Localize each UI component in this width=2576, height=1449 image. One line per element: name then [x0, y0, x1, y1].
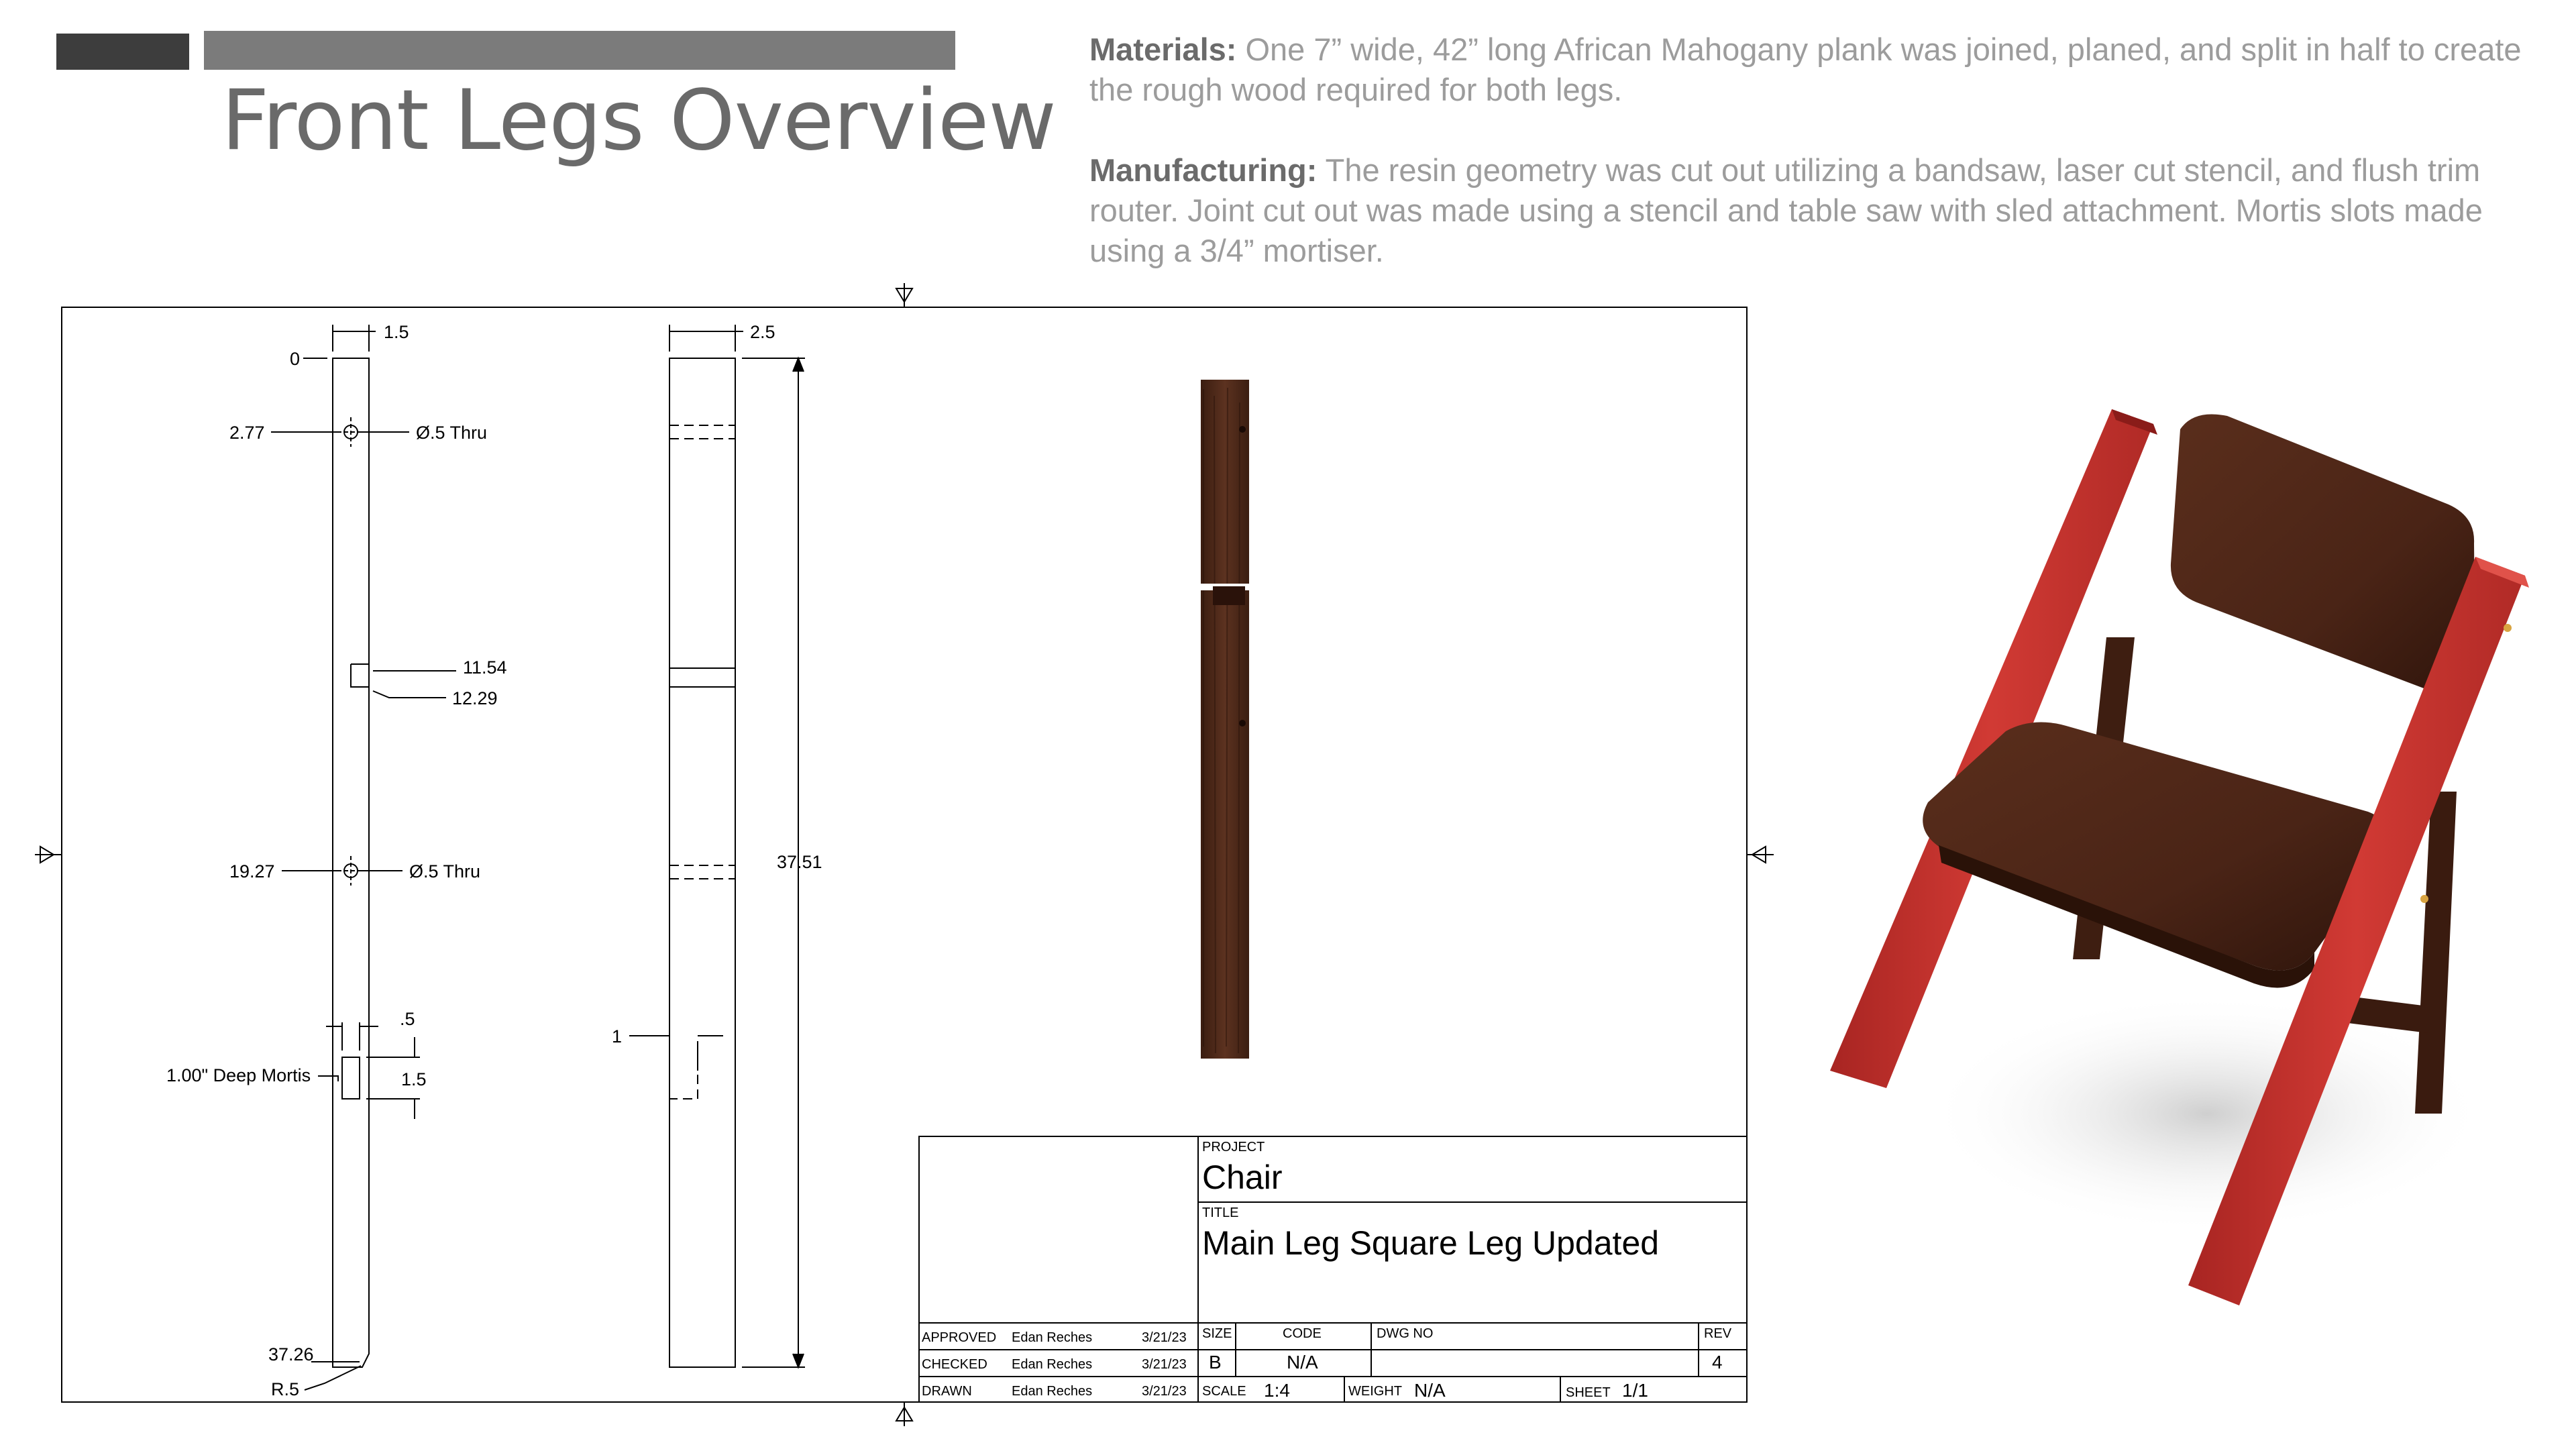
drawn-by: Edan Reches: [1012, 1384, 1093, 1399]
materials-label: Materials:: [1089, 32, 1237, 67]
code-value: N/A: [1287, 1352, 1318, 1373]
leg-render-notch: [1213, 586, 1245, 605]
dim-notch-bottom: 12.29: [452, 688, 498, 708]
dim-hole2-pos: 19.27: [229, 861, 275, 881]
manufacturing-label: Manufacturing:: [1089, 152, 1318, 188]
leg-render-body: [1201, 380, 1249, 1059]
side-view-labels: [612, 322, 822, 1046]
weight-value: N/A: [1414, 1380, 1446, 1401]
size-value: B: [1209, 1352, 1222, 1373]
dim-hole1-pos: 2.77: [229, 423, 265, 443]
checked-date: 3/21/23: [1142, 1357, 1187, 1372]
dwg-label: DWG NO: [1377, 1326, 1434, 1341]
dim-mortis-width: .5: [400, 1009, 415, 1029]
code-label: CODE: [1283, 1326, 1322, 1341]
approved-by: Edan Reches: [1012, 1330, 1093, 1345]
project-value: Chair: [1202, 1159, 1283, 1196]
approved-label: APPROVED: [922, 1330, 997, 1345]
dim-mortis-depth: 1: [612, 1026, 623, 1046]
size-label: SIZE: [1202, 1326, 1232, 1341]
checked-label: CHECKED: [922, 1357, 987, 1372]
dim-mortis-length: 1.5: [401, 1069, 427, 1089]
front-view-labels: [166, 322, 507, 1399]
side-view-outline: [669, 358, 735, 1367]
hole1-note: Ø.5 Thru: [416, 423, 488, 443]
scale-label: SCALE: [1202, 1384, 1246, 1399]
project-label: PROJECT: [1202, 1140, 1265, 1155]
mortis-slot: [342, 1057, 360, 1099]
weight-label: WEIGHT: [1348, 1384, 1402, 1399]
hole2-note: Ø.5 Thru: [409, 861, 481, 881]
checked-by: Edan Reches: [1012, 1357, 1093, 1372]
sheet-label: SHEET: [1566, 1385, 1611, 1400]
dim-radius: R.5: [271, 1379, 300, 1399]
scale-value: 1:4: [1264, 1380, 1290, 1401]
dim-side-width: 2.5: [750, 322, 775, 342]
notch: [351, 664, 369, 687]
manufacturing-text: The resin geometry was cut out utilizing a bandsaw, laser cut stencil, and flush trim router. Joint cut out was made using a stencil and table saw with sled attachment. Mortis slots made using a 3/4” mortiser.: [1089, 152, 2483, 268]
dim-end-pos: 37.26: [268, 1344, 314, 1364]
dim-front-width: 1.5: [384, 322, 409, 342]
rev-label: REV: [1704, 1326, 1732, 1341]
dim-side-length: 37.51: [777, 852, 822, 872]
materials-text: One 7” wide, 42” long African Mahogany plank was joined, planed, and split in half to create the rough wood required for both legs.: [1089, 32, 2522, 107]
chair-render: [1830, 409, 2529, 1305]
rev-value: 4: [1712, 1352, 1723, 1373]
title-label: TITLE: [1202, 1205, 1239, 1220]
title-value: Main Leg Square Leg Updated: [1202, 1224, 1660, 1262]
mortis-label: 1.00" Deep Mortis: [166, 1065, 311, 1085]
drawn-label: DRAWN: [922, 1384, 972, 1399]
side-view: [629, 325, 805, 1367]
drawn-date: 3/21/23: [1142, 1384, 1187, 1399]
leg-render: [1201, 380, 1249, 1059]
title-block-text: [922, 1140, 1732, 1401]
dim-notch-top: 11.54: [463, 657, 507, 678]
side-joint: [669, 668, 735, 687]
approved-date: 3/21/23: [1142, 1330, 1187, 1345]
dim-origin: 0: [290, 349, 301, 369]
side-mortis: [669, 1060, 698, 1099]
front-view: [271, 325, 456, 1390]
chair-backrest: [2171, 415, 2475, 700]
page-title: Front Legs Overview: [221, 72, 1056, 169]
sheet-value: 1/1: [1622, 1380, 1648, 1401]
